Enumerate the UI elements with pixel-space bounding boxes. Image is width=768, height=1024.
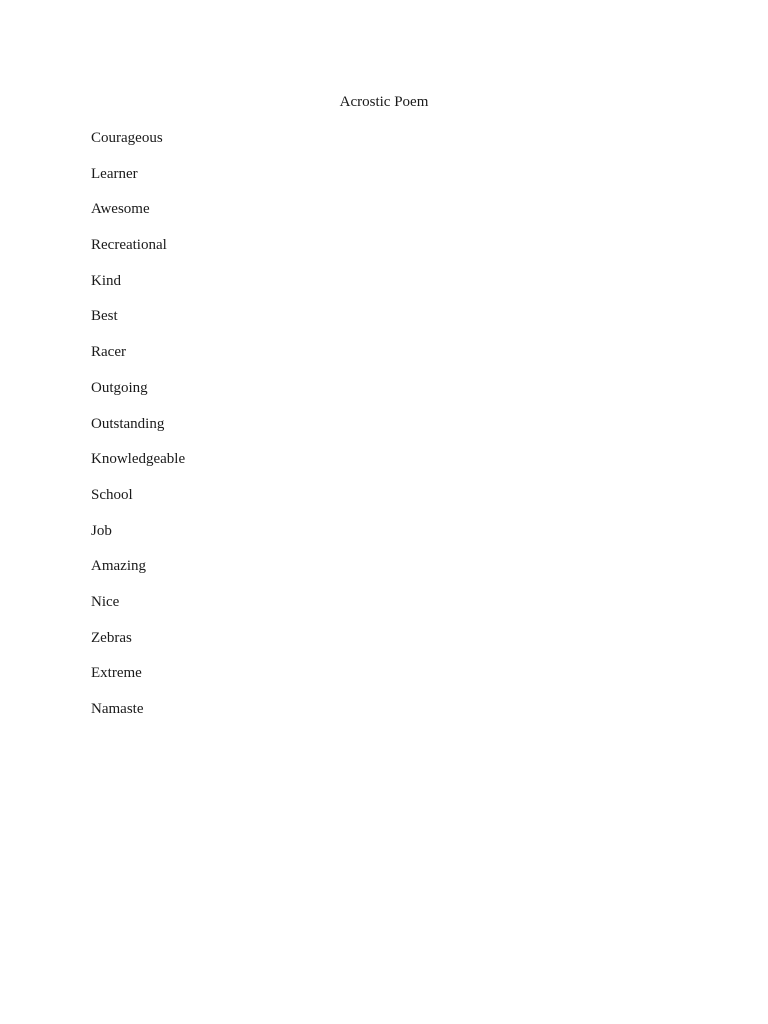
poem-line-nice: Nice <box>91 593 120 610</box>
poem-line-courageous: Courageous <box>91 130 163 146</box>
poem-line-job: Job <box>91 522 112 539</box>
poem-line-extreme: Extreme <box>91 665 142 682</box>
poem-line-amazing: Amazing <box>91 558 146 575</box>
poem-line-learner: Learner <box>91 165 138 182</box>
poem-line-racer: Racer <box>91 344 126 361</box>
poem-line-outgoing: Outgoing <box>91 379 148 396</box>
document-title: Acrostic Poem <box>339 94 429 110</box>
poem-line-awesome: Awesome <box>91 201 150 218</box>
poem-line-zebras: Zebras <box>91 629 132 646</box>
poem-line-school: School <box>91 486 133 503</box>
poem-line-list <box>91 128 185 735</box>
poem-line-kind: Kind <box>91 272 121 289</box>
poem-line-best: Best <box>91 308 118 325</box>
poem-line-recreational: Recreational <box>91 237 167 254</box>
poem-line-namaste: Namaste <box>91 701 144 717</box>
poem-line-outstanding: Outstanding <box>91 415 165 432</box>
poem-line-knowledgeable: Knowledgeable <box>91 451 186 468</box>
